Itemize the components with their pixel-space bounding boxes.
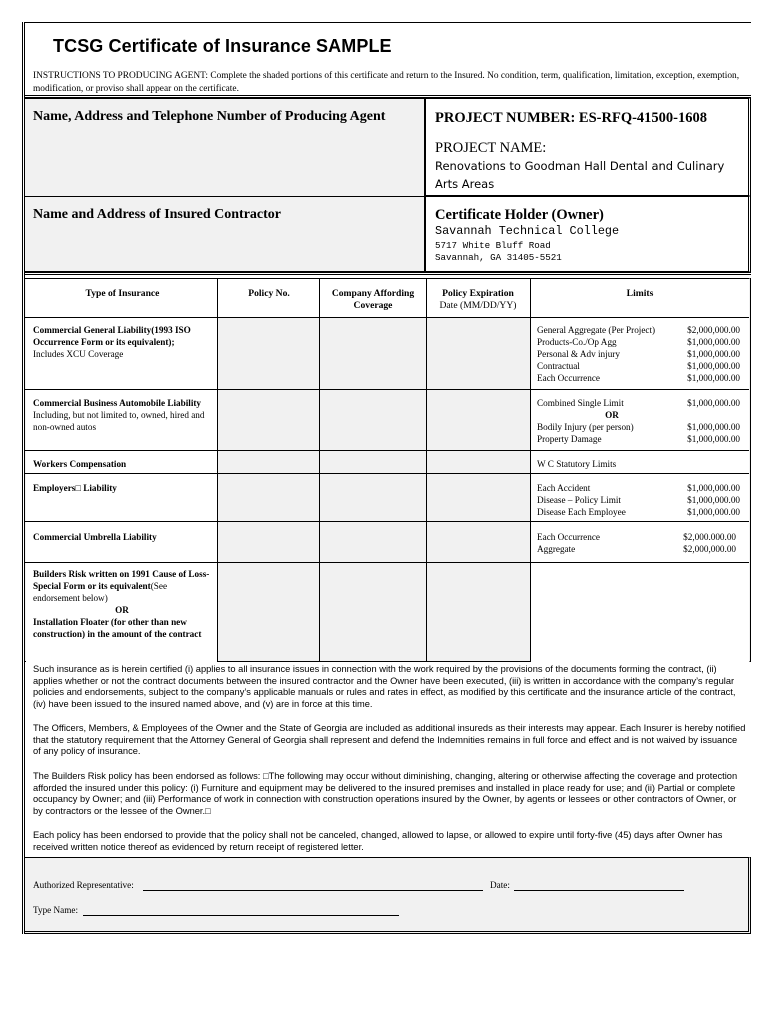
el-limit-values: $1,000,000.00 $1,000,000.00 $1,000,000.00 [687, 483, 740, 517]
col-line [217, 278, 218, 662]
signature-block [25, 857, 751, 934]
col-header-policy: Policy No. [248, 288, 290, 299]
el-label: Employers□ Liability [33, 483, 117, 493]
paragraph-additional-insureds: The Officers, Members, & Employees of the Owner and the State of Georgia are included as additional insureds as their interests may appear. Each Insurer is hereby notified that the statutory requirement that the Attorney General of Georgia shall represent and defend the Indemnities remains in full force and effect and is not waived by issuance of any policy of insurance. [33, 723, 746, 757]
auto-limits: Combined Single Limit OR Bodily Injury (per person) Property Damage [537, 398, 634, 444]
paragraph-builders-risk: The Builders Risk policy has been endorsed as follows: □The following may occur without diminishing, changing, altering or otherwise affecting the coverage and protection afforded the insured under this policy: (i) Furniture and equipment may be delivered to the insured premises and installed in place ready for use; and (ii) Partial or complete occupancy by Owner; and (iii) Performance of work in connection with construction operations insured by the Owner, by agents or lessees or other contractors of Owner, or by contractors or the lessee of the Owner.□ [33, 771, 738, 816]
producer-heading: Name, Address and Telephone Number of Producing Agent [33, 109, 386, 124]
umbrella-label: Commercial Umbrella Liability [33, 532, 157, 542]
project-name-label: PROJECT NAME: [435, 140, 547, 156]
paragraph-cancellation: Each policy has been endorsed to provide that the policy shall not be canceled, changed, allowed to lapse, or allowed to expire until forty-five (45) days after Owner has received written notice thereof as evidenced by return receipt of registered letter. [33, 830, 723, 852]
top-rule [25, 22, 751, 23]
project-name: Renovations to Goodman Hall Dental and Culinary Arts Areas [435, 159, 725, 191]
row-line [25, 562, 749, 563]
col-line [530, 278, 531, 662]
page-title: TCSG Certificate of Insurance SAMPLE [53, 36, 392, 56]
rep-label: Authorized Representative: [33, 880, 134, 890]
type-name-label: Type Name: [33, 905, 79, 915]
row-line [25, 473, 749, 474]
holder-name: Savannah Technical College [435, 224, 620, 238]
instructions: INSTRUCTIONS TO PRODUCING AGENT: Complete the shaded portions of this certificate and return to the Insured. No condition, term, qualification, limitation, exception, exemption, modification, or proviso shall appear on the certificate. [33, 71, 740, 94]
builders-risk-label: Builders Risk written on 1991 Cause of Loss-Special Form or its equivalent(See endorsement below) OR Installation Floater (for other than new construction) in the amount of the contract [33, 569, 210, 639]
row-line [25, 450, 749, 451]
col-header-company: Company Affording Coverage [331, 288, 415, 311]
wc-label: Workers Compensation [33, 459, 127, 469]
certificate-page [22, 22, 748, 934]
table-top-rule [25, 272, 751, 275]
date-label: Date: [490, 880, 510, 890]
auto-limit-values: $1,000,000.00 $1,000,000.00 $1,000,000.00 [687, 398, 740, 444]
auto-label: Commercial Business Automobile Liability Including, but not limited to, owned, hired and non-owned autos [33, 398, 205, 432]
cgl-limit-values: $2,000,000.00 $1,000,000.00 $1,000,000.00 $1,000,000.00 $1,000,000.00 [687, 325, 740, 383]
col-header-type: Type of Insurance [85, 288, 160, 299]
cgl-label: Commercial General Liability(1993 ISO Occurrence Form or its equivalent); Includes XCU Coverage [33, 325, 191, 359]
holder-address-line-1: 5717 White Bluff Road [435, 240, 551, 251]
paragraph-coverage: Such insurance as is herein certified (i) applies to all insurance issues in connection with the work required by the provisions of the documents forming the contract, (ii) applies whether or not the contract documents between the insured contractor and the Owner have been executed, (iii) is written in accordance with the company’s regular policies and endorsements, subject to the company’s applicable manuals or rules and rates in effect, as modified by this certificate and the insurance article of the contract, (iv) have been issued to the insured named above, and (v) are in force at this time. [33, 664, 736, 709]
col-header-expiration: Policy Expiration Date (MM/DD/YY) [439, 288, 517, 311]
col-line [319, 278, 320, 662]
wc-limit: W C Statutory Limits [537, 459, 617, 469]
date-line[interactable] [514, 890, 684, 891]
umbrella-limit-names: Each Occurrence Aggregate [537, 532, 600, 554]
row-line [25, 389, 749, 390]
row-line [25, 317, 749, 318]
type-name-line[interactable] [83, 915, 399, 916]
cgl-limit-names: General Aggregate (Per Project) Products-Co./Op Agg Personal & Adv injury Contractual Each Occurrence [537, 325, 656, 383]
umbrella-limit-values: $2,000.000.00 $2,000,000.00 [683, 532, 736, 554]
holder-address-line-2: Savannah, GA 31405-5521 [435, 252, 562, 263]
el-limit-names: Each Accident Disease – Policy Limit Disease Each Employee [537, 483, 626, 517]
col-header-limits: Limits [626, 288, 654, 299]
row-line [25, 521, 749, 522]
col-line [426, 278, 427, 662]
holder-label: Certificate Holder (Owner) [435, 207, 604, 223]
rep-signature-line[interactable] [143, 890, 483, 891]
insured-heading: Name and Address of Insured Contractor [33, 207, 281, 222]
holder-address [435, 240, 562, 264]
project-number: PROJECT NUMBER: ES-RFQ-41500-1608 [435, 110, 708, 126]
